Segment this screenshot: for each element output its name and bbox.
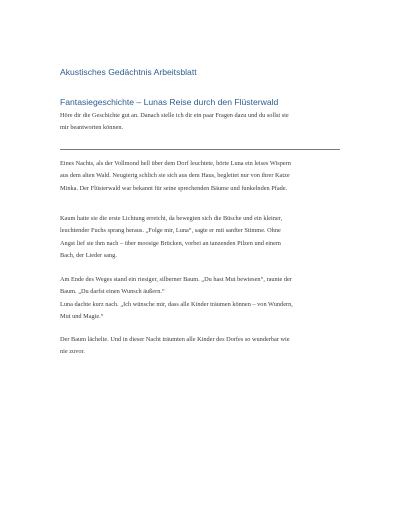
paragraph-line: Der Baum lächelte. Und in dieser Nacht träumten alle Kinder des Dorfes so wunderbar wie [60, 336, 290, 343]
story-paragraph-4 [60, 334, 350, 359]
paragraph-line: Baum. „Du darfst einen Wunsch äußern.“ [60, 288, 165, 296]
story-title: Fantasiegeschichte – Lunas Reise durch den Flüsterwald [60, 97, 279, 107]
paragraph-line: aus dem alten Wald. Neugierig schlich sie sich aus dem Haus, begleitet nur von ihrer Katze [60, 172, 290, 180]
paragraph-line: nie zuvor. [60, 348, 85, 356]
story-paragraph-1 [60, 158, 350, 195]
paragraph-line: Angst lief sie ihm nach – über moosige Brücken, vorbei an tanzenden Pilzen und einem [60, 239, 281, 247]
paragraph-line: Mut und Magie.“ [60, 313, 104, 321]
paragraph-line: Eines Nachts, als der Vollmond hell über dem Dorf leuchtete, hörte Luna ein leises Wispern [60, 160, 291, 167]
story-paragraph-3 [60, 274, 350, 324]
paragraph-line: leuchtender Fuchs sprang heraus. „Folge mir, Luna“, sagte er mit sanfter Stimme. Ohne [60, 227, 281, 235]
intro-line: mir beantworten können. [60, 124, 124, 132]
paragraph-line: Am Ende des Weges stand ein riesiger, silberner Baum. „Du hast Mut bewiesen“, raunte der [60, 276, 292, 283]
paragraph-line: Luna dachte kurz nach. „Ich wünsche mir, dass alle Kinder träumen können – von Wundern, [60, 300, 293, 308]
paragraph-line: Minka. Der Flüsterwald war bekannt für seine sprechenden Bäume und funkelnden Pfade. [60, 184, 288, 192]
intro-text [60, 110, 350, 135]
story-paragraph-2 [60, 213, 350, 263]
paragraph-line: Kaum hatte sie die erste Lichtung erreicht, da bewegten sich die Büsche und ein kleiner, [60, 215, 283, 222]
divider-line [60, 149, 340, 150]
worksheet-title: Akustisches Gedächtnis Arbeitsblatt [60, 67, 197, 77]
paragraph-line: Bach, der Lieder sang. [60, 252, 117, 260]
intro-line: Höre dir die Geschichte gut an. Danach stelle ich dir ein paar Fragen dazu und du sollst sie [60, 112, 289, 119]
